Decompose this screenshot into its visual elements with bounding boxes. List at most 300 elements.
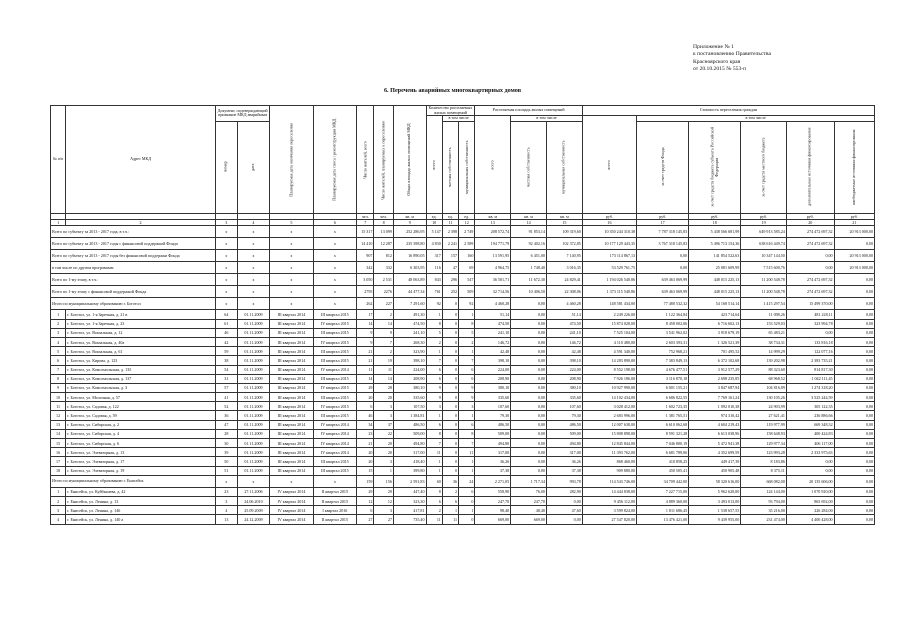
unit-cell: кв. м [511, 213, 547, 219]
table-cell: 14 444 838,00 [582, 487, 636, 496]
table-cell: 146,72 [475, 337, 511, 346]
table-row [51, 457, 875, 466]
column-number-cell: 14 [511, 220, 547, 226]
table-cell: 317,00 [393, 448, 426, 457]
table-cell: II квартал 2015 [313, 515, 356, 524]
table-cell: 1 811 686,45 [637, 506, 689, 515]
table-cell: 974 310,42 [689, 411, 741, 420]
table-cell: 141 854 522,63 [689, 250, 741, 262]
table-cell: III квартал 2015 [313, 310, 356, 319]
table-cell: III квартал 2014 [270, 383, 313, 392]
table-cell: 1 092 010,38 [689, 402, 741, 411]
table-cell: 159 [357, 475, 374, 487]
table-cell: 0 [442, 393, 458, 402]
table-cell: 4 110 480,00 [582, 337, 636, 346]
table-cell: 23 [215, 487, 237, 496]
table-cell: г. Боготол, ул. 1-я Заречная, д. 23 [66, 319, 216, 328]
table-cell: 0 [442, 374, 458, 383]
table-cell: г. Боготол, ул. Сибирская, д. 6 [66, 439, 216, 448]
table-cell: 2 271,05 [475, 475, 511, 487]
table-cell: 11 200 548,78 [741, 286, 787, 298]
table-cell: 21 [357, 356, 374, 365]
table-cell: 9 [357, 337, 374, 346]
unit-cell: руб. [582, 213, 636, 219]
table-cell: 843 [426, 274, 442, 286]
table-cell: 262 [357, 298, 374, 310]
table-cell: 1 [51, 487, 66, 496]
table-cell: 0,00 [637, 262, 689, 274]
table-cell: 1 [426, 310, 442, 319]
table-cell: 36 501,71 [475, 274, 511, 286]
table-cell: 1 384,81 [393, 411, 426, 420]
table-cell: 0,00 [834, 347, 874, 356]
table-cell: 10 927 990,00 [582, 383, 636, 392]
table-cell: 2 603 393,31 [637, 337, 689, 346]
table-cell: 0,00 [511, 298, 547, 310]
col-subject-header: за счет средств бюджета субъекта Российской Федерации [689, 121, 741, 213]
table-cell: 0,00 [511, 365, 547, 374]
table-cell: 380,10 [546, 383, 582, 392]
table-cell: 14 283 890,00 [582, 356, 636, 365]
column-number-cell: 8 [374, 220, 394, 226]
table-cell: 01.11.2009 [237, 411, 270, 420]
table-cell: 1 [374, 466, 394, 475]
table-cell: 7 525 104,00 [582, 328, 636, 337]
table-cell: 6 716 602,13 [689, 319, 741, 328]
col-area-municipal-header: муниципальная собственность [546, 121, 582, 213]
table-cell: 0,00 [546, 496, 582, 505]
table-cell: 7 046 800,19 [637, 439, 689, 448]
table-cell: 3 [374, 457, 394, 466]
table-cell: 993,78 [546, 475, 582, 487]
table-cell: 3 [374, 506, 394, 515]
table-cell: 7 [426, 439, 442, 448]
table-cell: 6 303,95 [393, 262, 426, 274]
table-cell: 0,00 [511, 356, 547, 365]
table-cell: 01.11.2009 [237, 383, 270, 392]
table-cell: 7 787 318 145,83 [637, 226, 689, 238]
table-cell: 0 [442, 457, 458, 466]
table-cell: 0 [442, 420, 458, 429]
table-cell: x [237, 238, 270, 250]
table-cell: 450 505,41 [637, 466, 689, 475]
table-cell: 12 [374, 496, 394, 505]
table-cell: 20 913 000,00 [834, 262, 874, 274]
table-cell: 547 [459, 274, 475, 286]
table-row [51, 310, 875, 319]
total-label-cell: Всего по субъекту за 2013 - 2017 года, в т.ч.: [51, 226, 216, 238]
table-cell: 0 [442, 337, 458, 346]
table-cell: 494,80 [475, 439, 511, 448]
table-cell: 247,70 [475, 496, 511, 505]
table-cell: г. Боготол, ул. Комсомольская, д. 137 [66, 374, 216, 383]
table-cell: 4 964,75 [475, 262, 511, 274]
table-cell: 0,00 [834, 466, 874, 475]
table-cell: IV квартал 2014 [270, 496, 313, 505]
table-cell: x [313, 286, 356, 298]
table-cell: x [237, 262, 270, 274]
table-cell: 2 [426, 506, 442, 515]
table-cell: 491,30 [393, 310, 426, 319]
table-cell: III квартал 2014 [270, 347, 313, 356]
table-cell: x [215, 475, 237, 487]
table-cell: 28 [215, 429, 237, 438]
table-cell: 2 333 975,63 [786, 448, 834, 457]
table-cell: 3 847 687,94 [689, 383, 741, 392]
table-cell: 11 [459, 448, 475, 457]
table-cell: 79,30 [475, 411, 511, 420]
table-cell: 3 767 318 145,83 [637, 238, 689, 250]
table-cell: 0,00 [834, 286, 874, 298]
table-cell: 0 [442, 466, 458, 475]
total-row [51, 286, 875, 298]
table-cell: 5 [51, 347, 66, 356]
table-cell: 1 [459, 347, 475, 356]
table-cell: 317 [426, 250, 442, 262]
table-row [51, 439, 875, 448]
total-label-cell: Всего по субъекту за 2013 - 2017 годы с финансовой поддержкой Фонда [51, 238, 216, 250]
annex-block [693, 44, 771, 74]
table-cell: 1 042 111,45 [786, 374, 834, 383]
table-row [51, 328, 875, 337]
table-cell: 558,90 [475, 487, 511, 496]
table-cell: 1 070 920,00 [786, 487, 834, 496]
table-cell: 01.11.2009 [237, 466, 270, 475]
col-count-in-that-header: в том числе [442, 116, 475, 122]
table-cell: 668 082,00 [741, 475, 787, 487]
table-cell: г. Боготол, ул. Комсомольская, д. 135 [66, 365, 216, 374]
table-cell: 7 140,95 [546, 250, 582, 262]
table-cell: г. Енисейск, ул. Ленина, д. 13 [66, 496, 216, 505]
table-cell: 274 472 697,32 [786, 286, 834, 298]
table-cell: x [215, 250, 237, 262]
table-cell: 48,40 [511, 506, 547, 515]
table-cell: 0,00 [834, 310, 874, 319]
table-cell: 4 400 428,00 [786, 515, 834, 524]
table-cell: 7 [51, 365, 66, 374]
table-cell: 11 [426, 448, 442, 457]
table-cell: 22 308,06 [546, 286, 582, 298]
table-cell: 34 709 442,00 [637, 475, 689, 487]
table-cell: 69 [459, 262, 475, 274]
table-cell: 64 [215, 310, 237, 319]
table-cell: 399,80 [393, 466, 426, 475]
table-cell: 398,10 [546, 356, 582, 365]
table-cell: 58 320 616,00 [689, 475, 741, 487]
table-cell: 9 [459, 383, 475, 392]
table-cell: 13 [215, 515, 237, 524]
table-cell: 51 [215, 466, 237, 475]
table-cell: 0 [442, 448, 458, 457]
table-cell: x [313, 274, 356, 286]
table-cell: IV квартал 2014 [270, 515, 313, 524]
table-cell: 1 [426, 411, 442, 420]
table-cell: 6 [426, 374, 442, 383]
table-cell: 3 525 244,59 [786, 393, 834, 402]
table-cell: 305 122,35 [786, 402, 834, 411]
table-cell: 4 [51, 337, 66, 346]
table-cell: 36,26 [475, 457, 511, 466]
table-cell: III квартал 2015 [313, 328, 356, 337]
table-cell: 50 [215, 457, 237, 466]
table-cell: 17 [51, 457, 66, 466]
table-cell: 7 926 186,00 [582, 374, 636, 383]
col-doc-header: Документ, подтверждающий признание МКД аварийным [215, 106, 269, 122]
table-cell: 47 [215, 420, 237, 429]
col-count-group-header: Количество расселяемых жилых помещений [426, 106, 475, 116]
table-cell: г. Енисейск, ул. Куйбышева, д. 42 [66, 487, 216, 496]
table-cell: 88 323,60 [741, 365, 787, 374]
table-cell: г. Боготол, ул. Элеваторная, д. 17 [66, 457, 216, 466]
table-cell: 14 [357, 319, 374, 328]
table-cell: 30 [215, 439, 237, 448]
table-cell: г. Боготол, ул. Сибирская, д. 4 [66, 429, 216, 438]
table-cell: 0,00 [834, 448, 874, 457]
table-cell: 29 [357, 383, 374, 392]
table-cell: 37 [374, 420, 394, 429]
table-cell: 0,00 [834, 487, 874, 496]
table-cell: 9 439 955,00 [689, 515, 741, 524]
table-cell: 0,00 [511, 383, 547, 392]
table-cell: 6 610 062,68 [637, 420, 689, 429]
table-cell: 59 [215, 347, 237, 356]
table-cell: 15 [51, 439, 66, 448]
table-cell: 11 [357, 365, 374, 374]
table-cell: 2 249 226,00 [582, 310, 636, 319]
table-cell: 46 [215, 328, 237, 337]
table-row [51, 487, 875, 496]
table-cell: III квартал 2014 [270, 429, 313, 438]
annex-line-4: от 20.10.2015 № 553-п [693, 66, 747, 73]
table-cell: IV квартал 2015 [313, 337, 356, 346]
col-count-municipal-header: муниципальная собственность [459, 121, 475, 213]
table-cell: 449 417,39 [689, 457, 741, 466]
col-residents-header: Число жителей, всего [357, 106, 374, 214]
table-cell: 29 [374, 487, 394, 496]
table-row [51, 402, 875, 411]
table-cell: 0,00 [511, 310, 547, 319]
table-cell: 7 769 161,24 [689, 393, 741, 402]
table-cell: 474,50 [546, 319, 582, 328]
table-cell: 11 [374, 365, 394, 374]
table-cell: III квартал 2014 [270, 411, 313, 420]
table-cell: 42,48 [546, 347, 582, 356]
table-cell: 231 474,00 [741, 515, 787, 524]
table-cell: 0,00 [511, 328, 547, 337]
table-row [51, 365, 875, 374]
table-cell: 24 903,99 [741, 402, 787, 411]
table-cell: 481 228,11 [786, 310, 834, 319]
table-cell: 173 114 867,13 [582, 250, 636, 262]
column-number-cell: 9 [393, 220, 426, 226]
table-cell: III квартал 2014 [270, 420, 313, 429]
unit-cell: руб. [689, 213, 741, 219]
table-cell: 129 977,34 [741, 439, 787, 448]
table-cell: 27.11.2006 [237, 487, 270, 496]
table-cell: 0,00 [834, 411, 874, 420]
col-extra-header: дополнительные источники финансирования [786, 121, 834, 213]
table-cell: x [270, 298, 313, 310]
table-cell: 0 [459, 496, 475, 505]
table-cell: 37,38 [475, 466, 511, 475]
unit-cell: чел. [374, 213, 394, 219]
table-cell: x [270, 475, 313, 487]
table-cell: 10 177 129 443,35 [582, 238, 636, 250]
table-cell: 38 [215, 356, 237, 365]
table-cell: 14 410 [357, 238, 374, 250]
table-cell: x [313, 226, 356, 238]
col-fund-header: за счет средств Фонда [637, 121, 689, 213]
table-cell: 3 [215, 496, 237, 505]
table-cell: x [215, 298, 237, 310]
table-cell: 60 [426, 475, 442, 487]
table-cell: 380,10 [393, 383, 426, 392]
col-area-total-header: всего [475, 116, 511, 214]
column-number-cell: 11 [442, 220, 458, 226]
table-cell: 3 [459, 402, 475, 411]
table-cell: 13 476 421,00 [637, 515, 689, 524]
table-cell: 2 591,83 [393, 475, 426, 487]
table-cell: 0 [442, 298, 458, 310]
table-cell: 24 829,41 [546, 274, 582, 286]
table-cell: 11 098,26 [741, 310, 787, 319]
column-number-cell: 18 [689, 220, 741, 226]
table-cell: 2 241 [442, 238, 458, 250]
table-cell: 638 616 449,74 [741, 238, 787, 250]
table-cell: 6 372 102,68 [689, 356, 741, 365]
table-cell: 0,00 [834, 365, 874, 374]
table-cell: III квартал 2014 [270, 457, 313, 466]
table-row [51, 356, 875, 365]
table-cell: 5 472 941,38 [689, 439, 741, 448]
table-cell: 13 099 [374, 226, 394, 238]
table-cell: IV квартал 2014 [313, 439, 356, 448]
table-cell: 61 [215, 319, 237, 328]
table-cell: 5 438 566 681,99 [689, 226, 741, 238]
col-local-header: за счет средств местного бюджета [741, 121, 787, 213]
table-cell: 27 547 820,00 [582, 515, 636, 524]
col-extra2-header: внебюджетные источники финансирования [834, 121, 874, 213]
table-cell: 2276 [374, 286, 394, 298]
table-cell: 10 347 144,50 [741, 250, 787, 262]
table-cell: III квартал 2014 [270, 310, 313, 319]
table-cell: 11 [51, 402, 66, 411]
table-cell: 410 858,25 [637, 457, 689, 466]
unit-cell: руб. [637, 213, 689, 219]
table-row [51, 347, 875, 356]
table-cell: x [215, 274, 237, 286]
table-cell: 0,00 [834, 319, 874, 328]
table-cell: 104 816,89 [741, 383, 787, 392]
table-cell: 01.11.2009 [237, 374, 270, 383]
table-cell: 01.11.2009 [237, 337, 270, 346]
col-address-header: Адрес МКД [66, 106, 216, 214]
table-cell: 5 496 713 154,36 [689, 238, 741, 250]
table-cell: III квартал 2015 [313, 457, 356, 466]
table-cell: 509,00 [546, 429, 582, 438]
total-label-cell: Всего по 1-му этапу, в т.ч.: [51, 274, 216, 286]
table-cell: 9 456 112,00 [582, 496, 636, 505]
table-cell: г. Боготол, ул. 1-я Заречная, д. 21 в [66, 310, 216, 319]
total-label-cell: Итого по муниципальному образованию г. Боготол [51, 298, 216, 310]
table-cell: 2 [442, 487, 458, 496]
table-cell: 119 977,99 [741, 420, 787, 429]
table-cell: 4 591 340,00 [582, 347, 636, 356]
table-cell: 226 284,00 [786, 506, 834, 515]
table-cell: 14 [374, 374, 394, 383]
table-cell: 01.11.2009 [237, 429, 270, 438]
table-cell: III квартал 2014 [270, 448, 313, 457]
table-cell: 252 [442, 286, 458, 298]
unit-cell: ед. [459, 213, 475, 219]
table-cell: x [215, 238, 237, 250]
table-cell: 5 [426, 328, 442, 337]
table-cell: 447,40 [393, 487, 426, 496]
table-cell: 1 373 115 540,86 [582, 286, 636, 298]
table-cell: 9 [357, 328, 374, 337]
table-cell: 0,00 [511, 411, 547, 420]
column-number-cell: 5 [270, 220, 313, 226]
table-cell: 0,00 [511, 337, 547, 346]
table-row [51, 496, 875, 505]
table-cell: 3 599 824,00 [582, 506, 636, 515]
table-cell: 1 [426, 457, 442, 466]
table-row [51, 337, 875, 346]
table-cell: 0,00 [546, 515, 582, 524]
table-cell: 10 406,50 [511, 286, 547, 298]
table-cell: 335,60 [393, 393, 426, 402]
table-cell: 6 [459, 487, 475, 496]
col-count-total-header: всего [426, 116, 442, 214]
total-label-cell: Итого по муниципальному образованию г. Енисейск [51, 475, 216, 487]
table-cell: IV квартал 2015 [313, 383, 356, 392]
table-cell: 65 483,21 [741, 328, 787, 337]
table-cell: г. Боготол, ул. Сибирская, д. 2 [66, 420, 216, 429]
table-cell: 34 [357, 420, 374, 429]
table-row [51, 466, 875, 475]
table-cell: 5 147 [426, 226, 442, 238]
table-cell: 22 [374, 429, 394, 438]
table-cell: 0 [442, 328, 458, 337]
unit-cell: руб. [741, 213, 787, 219]
table-cell: 639 463 069,99 [637, 274, 689, 286]
table-cell: г. Боготол, ул. Комсомольская, д. 3 [66, 383, 216, 392]
table-cell: 1 [459, 457, 475, 466]
table-cell: IV квартал 2015 [313, 402, 356, 411]
table-cell: 4 889 360,00 [637, 496, 689, 505]
table-cell: 332 [374, 262, 394, 274]
table-cell: 157 [442, 250, 458, 262]
table-cell: 01.11.2009 [237, 448, 270, 457]
table-cell: 241,10 [475, 328, 511, 337]
table-cell: 8 183,86 [741, 457, 787, 466]
table-cell: 3 [426, 402, 442, 411]
table-cell: 18 [51, 466, 66, 475]
table-cell: 6 613 038,96 [689, 429, 741, 438]
table-cell: 47,60 [546, 506, 582, 515]
table-cell: 649 913 585,24 [741, 226, 787, 238]
table-cell: 20 913 000,00 [834, 250, 874, 262]
table-cell: 224,00 [475, 365, 511, 374]
table-cell: 4 352 699,59 [689, 448, 741, 457]
unit-cell: чел. [357, 213, 374, 219]
table-cell: 44 477,34 [393, 286, 426, 298]
table-cell: 48 063,89 [393, 274, 426, 286]
table-cell: 1 [426, 466, 442, 475]
table-cell: 156 [374, 475, 394, 487]
table-cell: 814 817,30 [786, 365, 834, 374]
table-cell: 01.11.2009 [237, 420, 270, 429]
